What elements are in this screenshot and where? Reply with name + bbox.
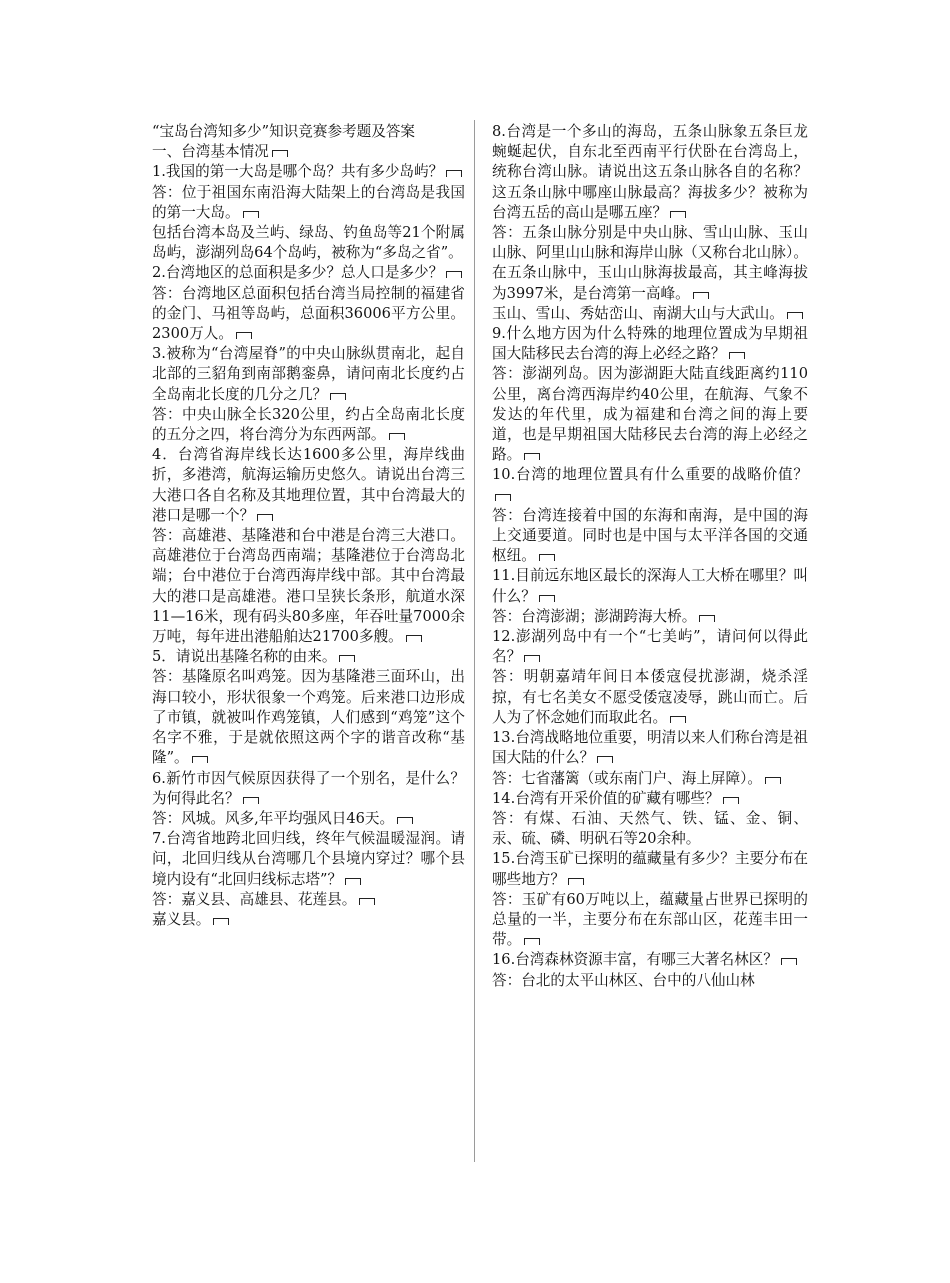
paragraph <box>492 728 808 768</box>
paragraph-text: 4．台湾省海岸线长达1600多公里，海岸线曲折，多港湾，航海运输历史悠久。请说出台湾三大港口各自名称及其地理位置，其中台湾最大的港口是哪一个？ <box>152 446 465 524</box>
left-column <box>152 122 465 930</box>
paragraph-text: 嘉义县。 <box>152 910 211 928</box>
paragraph-mark-icon <box>243 211 259 218</box>
paragraph-text: 答：位于祖国东南沿海大陆架上的台湾岛是我国的第一大岛。 <box>152 183 465 221</box>
paragraph-text: 6.新竹市因气候原因获得了一个别名，是什么？为何得此名？ <box>152 769 465 807</box>
paragraph-mark-icon <box>670 716 686 723</box>
paragraph-mark-icon <box>446 271 462 278</box>
paragraph-text: 5．请说出基隆名称的由来。 <box>152 648 337 666</box>
paragraph-text: 答：台湾连接着中国的东海和南海，是中国的海上交通要道。同时也是中国与太平洋各国的交通枢纽。 <box>492 506 808 565</box>
paragraph <box>152 405 465 445</box>
paragraph-mark-icon <box>539 595 555 602</box>
paragraph-text: 2.台湾地区的总面积是多少？总人口是多少？ <box>152 264 444 282</box>
paragraph-text: 8.台湾是一个多山的海岛，五条山脉象五条巨龙蜿蜒起伏，自东北至西南平行伏卧在台湾岛上，统称台湾山脉。请说出这五条山脉各自的名称？这五条山脉中哪座山脉最高？海拔多少？被称为台湾五岳的高山是哪五座？ <box>492 123 808 221</box>
paragraph-mark-icon <box>787 312 803 319</box>
paragraph <box>152 809 465 829</box>
paragraph-text: 答：嘉义县、高雄县、花莲县。 <box>152 890 357 908</box>
paragraph <box>492 667 808 728</box>
paragraph <box>152 344 465 405</box>
paragraph-mark-icon <box>568 878 584 885</box>
paragraph <box>492 223 808 304</box>
paragraph-mark-icon <box>539 554 555 561</box>
paragraph <box>152 162 465 182</box>
paragraph-mark-icon <box>243 797 259 804</box>
paragraph <box>492 950 808 970</box>
paragraph-text: 答：台湾澎湖；澎湖跨海大桥。 <box>492 607 697 625</box>
paragraph-text: 答：高雄港、基隆港和台中港是台湾三大港口。高雄港位于台湾岛西南端；基隆港位于台湾岛北端；台中港位于台湾西海岸线中部。其中台湾最大的港口是高雄港。港口呈狭长条形，航道水深11—16米，现有码头80多座，年吞吐量7000余万吨，每年进出港船舶达21700多艘。 <box>152 527 465 646</box>
paragraph <box>152 647 465 667</box>
paragraph-mark-icon <box>693 292 709 299</box>
paragraph <box>152 910 465 930</box>
paragraph <box>492 769 808 789</box>
paragraph-text: 答：风城。风多,年平均强风日46天。 <box>152 809 395 827</box>
paragraph-mark-icon <box>389 433 405 440</box>
paragraph-mark-icon <box>765 777 781 784</box>
paragraph-text: 包括台湾本岛及兰屿、绿岛、钓鱼岛等21个附属岛屿，澎湖列岛64个岛屿，被称为“多岛之省”。 <box>152 224 465 262</box>
paragraph-mark-icon <box>670 211 686 218</box>
right-column <box>492 122 808 991</box>
paragraph-text: 一、台湾基本情况 <box>152 143 269 161</box>
paragraph-mark-icon <box>524 938 540 945</box>
paragraph-mark-icon <box>406 635 422 642</box>
paragraph <box>152 829 465 890</box>
paragraph-mark-icon <box>192 756 208 763</box>
paragraph <box>492 304 808 324</box>
paragraph-mark-icon <box>723 797 739 804</box>
paragraph-text: 10.台湾的地理位置具有什么重要的战略价值？ <box>492 466 808 484</box>
paragraph-text: 答：台湾地区总面积包括台湾当局控制的福建省的金门、马祖等岛屿，总面积36006平方公里。2300万人。 <box>152 284 465 343</box>
paragraph <box>152 445 465 526</box>
paragraph-text: 答：玉矿有60万吨以上，蕴藏量占世界已探明的总量的一半，主要分布在东部山区，花莲丰田一带。 <box>492 890 808 949</box>
paragraph <box>492 566 808 606</box>
paragraph-text: 7.台湾省地跨北回归线，终年气候温暖湿润。请问，北回归线从台湾哪几个县境内穿过？哪个县境内设有“北回归线标志塔”？ <box>152 830 465 888</box>
paragraph <box>492 890 808 951</box>
paragraph-mark-icon <box>729 352 745 359</box>
paragraph <box>152 183 465 223</box>
paragraph <box>152 223 465 263</box>
paragraph-text: 1.我国的第一大岛是哪个岛？共有多少岛屿？ <box>152 163 444 181</box>
paragraph-mark-icon <box>257 514 273 521</box>
paragraph-mark-icon <box>524 453 540 460</box>
paragraph <box>492 607 808 627</box>
paragraph-text: 答：基隆原名叫鸡笼。因为基隆港三面环山，出海口较小，形状很象一个鸡笼。后来港口边形成了市镇，就被叫作鸡笼镇，人们感到“鸡笼”这个名字不雅，于是就依照这两个字的谐音改称“基隆”。 <box>152 668 465 767</box>
paragraph-mark-icon <box>397 817 413 824</box>
paragraph <box>492 789 808 809</box>
paragraph-mark-icon <box>213 918 229 925</box>
paragraph <box>492 627 808 667</box>
paragraph <box>492 122 808 223</box>
paragraph-mark-icon <box>272 150 288 157</box>
paragraph-mark-icon <box>359 898 375 905</box>
paragraph-text: 答：台北的太平山林区、台中的八仙山林 <box>492 971 755 989</box>
paragraph-text: 9.什么地方因为什么特殊的地理位置成为早期祖国大陆移民去台湾的海上必经之路？ <box>492 325 808 363</box>
paragraph <box>492 971 808 991</box>
paragraph-mark-icon <box>524 655 540 662</box>
paragraph-text: 12.澎湖列岛中有一个“七美屿”，请问何以得此名？ <box>492 628 808 666</box>
paragraph <box>152 667 465 768</box>
paragraph-mark-icon <box>236 332 252 339</box>
paragraph <box>152 526 465 647</box>
paragraph-text: “宝岛台湾知多少”知识竞赛参考题及答案 <box>152 123 416 140</box>
paragraph-mark-icon <box>781 958 797 965</box>
paragraph-text: 玉山、雪山、秀姑峦山、南湖大山与大武山。 <box>492 304 784 322</box>
paragraph <box>492 849 808 889</box>
paragraph <box>492 809 808 849</box>
paragraph-mark-icon <box>446 170 462 177</box>
paragraph-text: 15.台湾玉矿已探明的蕴藏量有多少？主要分布在哪些地方？ <box>492 850 808 888</box>
paragraph-mark-icon <box>699 615 715 622</box>
paragraph-text: 答：明朝嘉靖年间日本倭寇侵扰澎湖，烧杀淫掠，有七名美女不愿受倭寇凌辱，跳山而亡。后人为了怀念她们而取此名。 <box>492 668 808 726</box>
paragraph-text: 3.被称为“台湾屋脊”的中央山脉纵贯南北，起自北部的三貂角到南部鹅銮鼻，请问南北长度约占全岛南北长度的几分之几？ <box>152 345 465 403</box>
paragraph-text: 13.台湾战略地位重要，明清以来人们称台湾是祖国大陆的什么？ <box>492 729 808 767</box>
paragraph <box>492 324 808 364</box>
paragraph <box>152 142 465 162</box>
paragraph <box>152 284 465 345</box>
paragraph-text: 答：有煤、石油、天然气、铁、锰、金、铜、汞、硫、磷、明矾石等20余种。 <box>492 809 808 848</box>
paragraph <box>152 890 465 910</box>
paragraph <box>492 465 808 505</box>
paragraph-mark-icon <box>597 756 613 763</box>
paragraph-text: 答：五条山脉分别是中央山脉、雪山山脉、玉山山脉、阿里山山脉和海岸山脉（又称台北山脉）。在五条山脉中，玉山山脉海拔最高，其主峰海拔为3997米，是台湾第一高峰。 <box>492 224 808 302</box>
column-divider <box>474 120 475 1162</box>
paragraph-text: 16.台湾森林资源丰富，有哪三大著名林区？ <box>492 951 778 969</box>
paragraph-text: 14.台湾有开采价值的矿藏有哪些？ <box>492 789 720 807</box>
paragraph-mark-icon <box>345 878 361 885</box>
paragraph-mark-icon <box>339 655 355 662</box>
paragraph-text: 答：中央山脉全长320公里，约占全岛南北长度的五分之四，将台湾分为东西两部。 <box>152 405 465 444</box>
paragraph <box>152 769 465 809</box>
paragraph <box>492 364 808 465</box>
paragraph <box>492 506 808 567</box>
paragraph-text: 11.目前远东地区最长的深海人工大桥在哪里？叫什么？ <box>492 567 808 605</box>
paragraph-text: 答：七省藩篱（或东南门户、海上屏障）。 <box>492 769 762 787</box>
paragraph <box>152 122 465 142</box>
paragraph-text: 答：澎湖列岛。因为澎湖距大陆直线距离约110公里，离台湾西海岸约40公里，在航海、气象不发达的年代里，成为福建和台湾之间的海上要道，也是早期祖国大陆移民去台湾的海上必经之路。 <box>492 365 808 464</box>
paragraph <box>152 263 465 283</box>
paragraph-mark-icon <box>330 393 346 400</box>
paragraph-mark-icon <box>495 494 511 501</box>
